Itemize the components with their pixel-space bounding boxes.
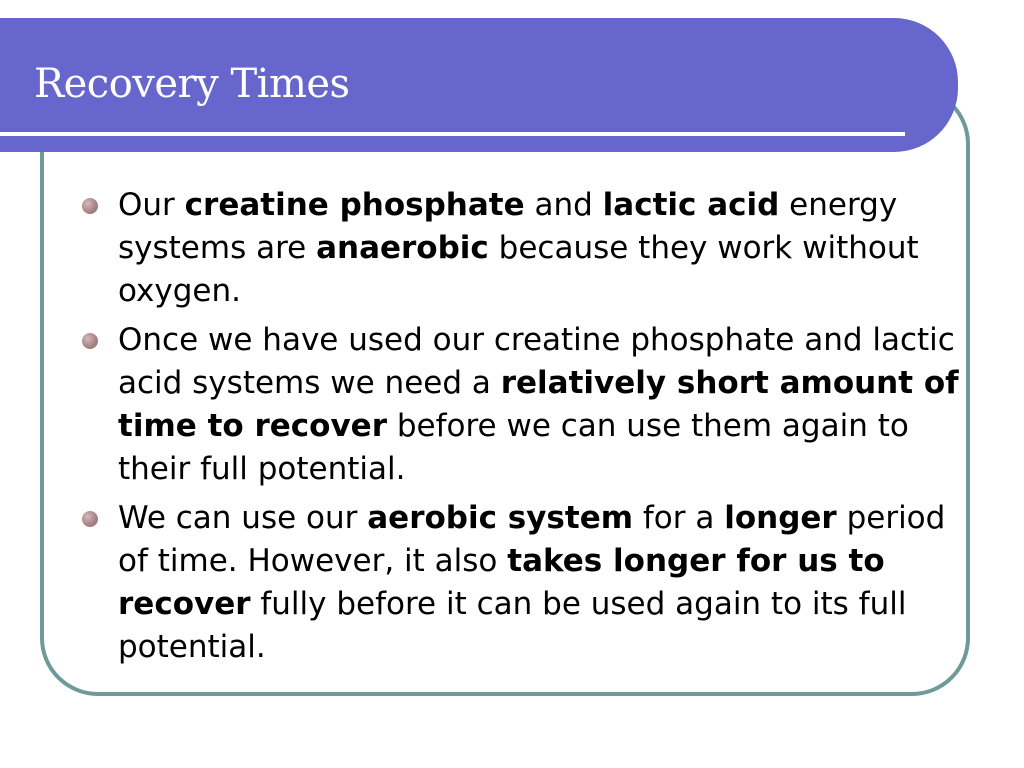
bullet-text: for a xyxy=(633,500,725,536)
bullet-list xyxy=(80,184,960,675)
bullet-text: because they work without oxygen. xyxy=(118,230,919,309)
bullet-bold-text: longer xyxy=(724,500,837,536)
bullet-item xyxy=(80,184,960,313)
bullet-text: We can use our xyxy=(118,500,368,536)
bullet-dot-icon xyxy=(82,511,98,527)
title-underline xyxy=(0,132,905,136)
bullet-dot-icon xyxy=(82,198,98,214)
bullet-text: and xyxy=(524,187,603,223)
bullet-bold-text: aerobic system xyxy=(367,500,634,536)
bullet-item xyxy=(80,319,960,491)
bullet-text: before we can use them again to their full potential. xyxy=(118,408,909,487)
bullet-text: period of time. However, it also xyxy=(118,500,946,579)
bullet-bold-text: creatine phosphate xyxy=(184,187,525,223)
bullet-item xyxy=(80,497,960,669)
bullet-dot-icon xyxy=(82,333,98,349)
bullet-text: Our xyxy=(118,187,185,223)
bullet-text: energy systems are xyxy=(118,187,898,266)
bullet-bold-text: takes longer for us to recover xyxy=(118,543,885,622)
bullet-text: Once we have used our creatine phosphate and lactic acid systems we need a xyxy=(118,322,955,401)
bullet-text: fully before it can be used again to its full potential. xyxy=(118,586,907,665)
bullet-bold-text: relatively short amount of time to recover xyxy=(118,365,959,444)
bullet-bold-text: lactic acid xyxy=(602,187,780,223)
slide-title: Recovery Times xyxy=(34,61,350,107)
bullet-bold-text: anaerobic xyxy=(316,230,489,266)
